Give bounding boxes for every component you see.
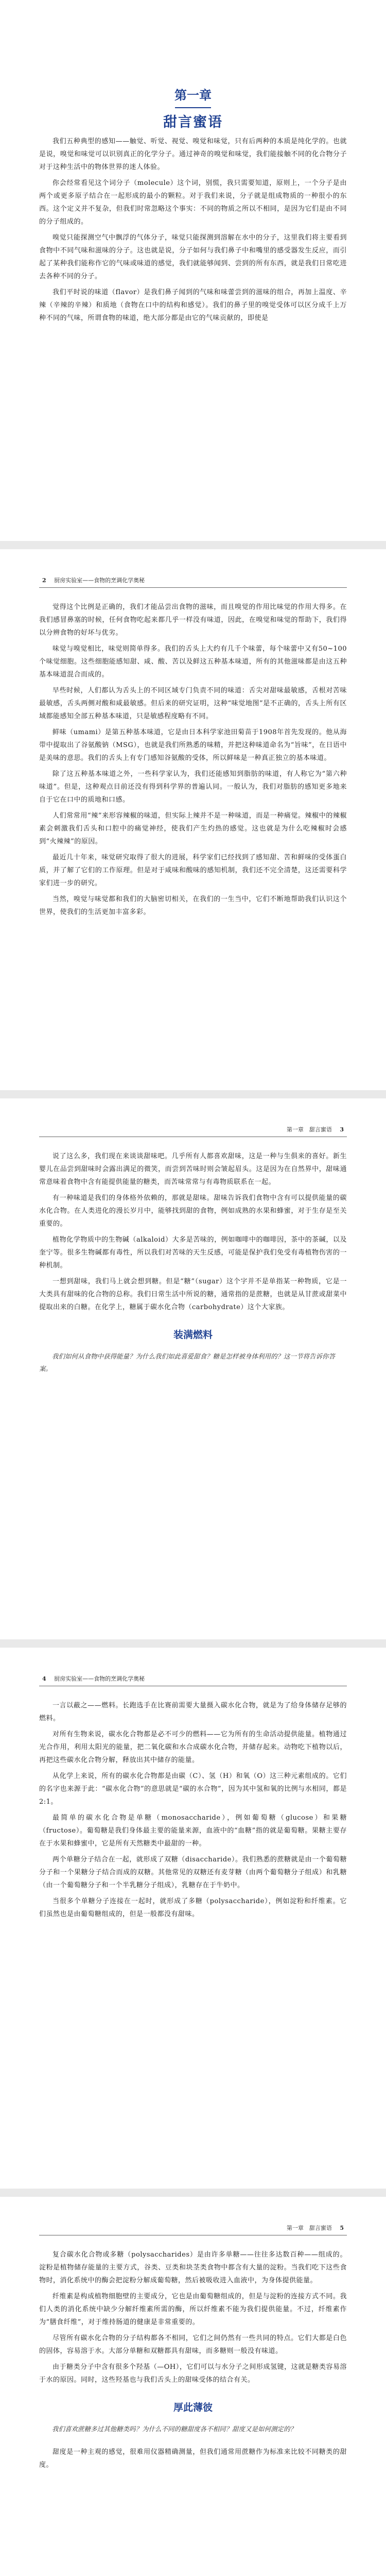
page-number: 5: [340, 2225, 344, 2231]
paragraph: 觉得这个比例是正确的，我们才能品尝出食物的滋味，而且嗅觉的作用比味觉的作用大得多。在我们感冒鼻塞的时候，任何食物吃起来都几乎一样没有味道，因此，在嗅觉和味觉的帮助下，我们得以分辨食物的好坏与优劣。: [39, 603, 347, 637]
page-2: [0, 549, 386, 1090]
paragraph: 除了这五种基本味道之外，一些科学家认为，我们还能感知到脂肪的味道，有人称它为“第六种味道”。但是，这种观点目前还没有得到科学界的普遍认同。一般认为，我们对脂肪的感知更多地来自于它在口中的质地和口感。: [39, 770, 347, 804]
chapter-label: 第一章: [174, 88, 212, 103]
paragraph: 从化学上来说，所有的碳水化合物都是由碳（C）、氢（H）和氧（O）这三种元素组成的。它们的名字也来源于此：“碳水化合物”的意思就是“碳的水合物”，因为其中氢和氧的比例与水相同，都是2:1。: [39, 1772, 347, 1806]
running-header-text: 第一章 甜言蜜语: [286, 1126, 332, 1133]
section-title: 装满燃料: [173, 1329, 213, 1341]
paragraph: 人们常常用“辣”来形容辣椒的味道，但实际上辣并不是一种味道，而是一种痛觉。辣椒中的辣椒素会刺激我们舌头和口腔中的痛觉神经，使我们产生灼热的感觉。这也就是为什么吃辣椒时会感到“火辣辣”的原因。: [39, 812, 347, 845]
paragraph: 我们平时说的味道（flavor）是我们鼻子闻到的气味和味蕾尝到的滋味的组合，再加上温度、辛辣（辛辣的辛辣）和质地（食物在口中的结构和感觉）。我们的鼻子里的嗅觉受体可以区分成千上万种不同的气味，所谓食物的味道，绝大部分都是由它的气味贡献的，即使是: [39, 289, 347, 322]
section-abstract: 我们如何从食物中获得能量？为什么我们如此喜爱甜食？糖是怎样被身体利用的？这一节将告诉你答案。: [39, 1352, 336, 1372]
paragraph: 两个单糖分子结合在一起，就形成了双糖（disaccharide）。我们熟悉的蔗糖就是由一个葡萄糖分子和一个果糖分子结合而成的双糖。其他常见的双糖还有麦芽糖（由两个葡萄糖分子组成）和乳糖（由一个葡萄糖分子和一个半乳糖分子组成），乳糖存在于牛奶中。: [39, 1856, 347, 1889]
paragraph: 嗅觉只能探测空气中飘浮的气体分子，味觉只能探测到溶解在水中的分子，这里我们将主要看到食物中不同气味和滋味的分子。这也就是说，分子如何与我们鼻子中和嘴里的感受器发生反应，而引起了某种我们能称作它的气味或味道的感觉，我们就能够闻到、尝到的所有东西，就是我们日常吃进去各种不同的分子。: [39, 234, 347, 280]
chapter-title-rule: [175, 107, 211, 108]
page-number: 4: [42, 1675, 46, 1682]
page-number: 3: [340, 1126, 344, 1133]
paragraph: 当很多个单糖分子连接在一起时，就形成了多糖（polysaccharide），例如淀粉和纤维素。它们虽然也是由葡萄糖组成的，但是一般都没有甜味。: [39, 1897, 347, 1918]
paragraph: 复合碳水化合物或多糖（polysaccharides）是由许多单糖——往往多达数百种——组成的。淀粉是植物储存能量的主要方式，谷类、豆类和块茎类食物中都含有大量的淀粉。当我们吃下这些食物时，消化系统中的酶会把淀粉分解成葡萄糖，然后被吸收进入血液中，为身体提供能量。: [39, 2251, 347, 2284]
paragraph: 最简单的碳水化合物是单糖（monosaccharide），例如葡萄糖（glucose）和果糖（fructose）。葡萄糖是我们身体最主要的能量来源，血液中的“血糖”指的就是葡萄糖。果糖主要存在于水果和蜂蜜中，它是所有天然糖类中最甜的一种。: [39, 1814, 347, 1848]
page-3: [0, 1098, 386, 1639]
chapter-title: 甜言蜜语: [163, 114, 223, 130]
running-header-text: 第一章 甜言蜜语: [286, 2225, 332, 2231]
paragraph: 一想到甜味，我们马上就会想到糖。但是“糖”（sugar）这个字并不是单指某一种物质，它是一大类具有甜味的化合物的总称。我们日常生活中所说的糖，通常指的是蔗糖，也就是从甘蔗或甜菜中提取出来的白糖。在化学上，糖属于碳水化合物（carbohydrate）这个大家族。: [39, 1278, 347, 1311]
page-5-body: [39, 2248, 347, 2475]
paragraph: 有一种味道是我们的身体格外依赖的，那就是甜味。甜味告诉我们食物中含有可以提供能量的碳水化合物。在人类进化的漫长岁月中，能够找到甜的食物，例如成熟的水果和蜂蜜，对于生存是至关重要的。: [39, 1194, 347, 1228]
section-title: 厚此薄彼: [173, 2402, 213, 2413]
section-abstract: 我们喜欢蔗糖多过其他糖类吗？为什么不同的糖甜度各不相同？甜度又是如何测定的？: [52, 2425, 297, 2433]
running-header: [39, 1125, 347, 1137]
page-2-body: [39, 601, 347, 922]
paragraph: 鲜味（umami）是第五种基本味道，它是由日本科学家池田菊苗于1908年首先发现的。他从海带中提取出了谷氨酸钠（MSG），也就是我们所熟悉的味精，并把这种味道命名为“旨味”，在日语中是美味的意思。我们的舌头上有专门感知谷氨酸的受体，所以鲜味是一种真正独立的基本味道。: [39, 728, 347, 762]
paragraph: 甜度是一种主观的感觉，很难用仪器精确测量，但我们通常用蔗糖作为标准来比较不同糖类的甜度。: [39, 2448, 347, 2469]
paragraph: 一言以蔽之——燃料。长跑选手在比赛前需要大量摄入碳水化合物，就是为了给身体储存足够的燃料。: [39, 1702, 347, 1722]
running-header-text: 厨房实验室——食物的烹调化学奥秘: [54, 1675, 145, 1682]
page-5: [0, 2197, 386, 2576]
paragraph: 早些时候，人们都认为舌头上的不同区域专门负责不同的味道：舌尖对甜味最敏感，舌根对苦味最敏感，舌头两侧对酸和咸最敏感。但后来的研究证明，这种“味觉地图”是不正确的，舌头上所有区域都能感知全部五种基本味道，只是敏感程度略有不同。: [39, 687, 347, 720]
page-3-body: [39, 1150, 347, 1385]
paragraph: 尽管所有碳水化合物的分子结构都各不相同，它们之间仍然有一些共同的特点。它们大都是白色的固体，容易溶于水。大部分单糖和双糖都具有甜味，而多糖则一般没有味道。: [39, 2334, 347, 2355]
paragraph: 我们五种典型的感知——触觉、听觉、视觉、嗅觉和味觉，只有后两种的本质是纯化学的。也就是说，嗅觉和味觉可以识别真正的化学分子。通过神奇的嗅觉和味觉，我们能接触不同的化合物分子对于这种生活中的物体世界的迷人体验。: [39, 138, 347, 171]
paragraph: 由于糖类分子中含有很多个羟基（—OH），它们可以与水分子之间形成氢键，这就是糖类容易溶于水的原因。同时，这些羟基也与我们舌头上的甜味受体的结合有关。: [39, 2363, 347, 2384]
paragraph: 纤维素是构成植物细胞壁的主要成分，它也是由葡萄糖组成的，但是与淀粉的连接方式不同。我们人类的消化系统中缺少分解纤维素所需的酶，所以纤维素不能为我们提供能量。不过，纤维素作为“膳食纤维”，对于维持肠道的健康是非常重要的。: [39, 2293, 347, 2326]
paragraph: 最近几十年来，味觉研究取得了很大的进展，科学家们已经找到了感知甜、苦和鲜味的受体蛋白质，并了解了它们的工作原理。但是对于咸味和酸味的感知机制，我们还不完全清楚，这还需要科学家们进一步的研究。: [39, 854, 347, 887]
paragraph: 对所有生物来说，碳水化合物都是必不可少的燃料——它为所有的生命活动提供能量。植物通过光合作用，利用太阳光的能量，把二氧化碳和水合成碳水化合物，并储存起来。动物吃下植物以后，再把这些碳水化合物分解，释放出其中储存的能量。: [39, 1731, 347, 1764]
paragraph: 当然，嗅觉与味觉都和我们的大脑密切相关，在我们的一生当中，它们不断地帮助我们认识这个世界，使我们的生活更加丰富多彩。: [39, 895, 347, 916]
paragraph: 植物化学物质中的生物碱（alkaloid）大多是苦味的，例如咖啡中的咖啡因，茶中的茶碱，以及奎宁等。很多生物碱都有毒性，所以我们对苦味的天生反感，可能是保护我们免受有毒植物伤害的一种机制。: [39, 1236, 347, 1269]
paragraph: 说了这么多，我们现在来谈谈甜味吧。几乎所有人都喜欢甜味，这是一种与生俱来的喜好。新生婴儿在品尝到甜味时会露出满足的微笑，而尝到苦味时则会皱起眉头。这是因为在自然界中，甜味通常意味着食物中含有能提供能量的糖类，而苦味常常与有毒物质联系在一起。: [39, 1153, 347, 1186]
page-number: 2: [42, 577, 46, 584]
page-4-body: [39, 1699, 347, 1924]
running-header: [39, 2224, 347, 2235]
running-header-text: 厨房实验室——食物的烹调化学奥秘: [54, 577, 145, 584]
running-header: [39, 1674, 347, 1686]
paragraph: 味觉与嗅觉相比，味觉则简单得多。我们的舌头上大约有几千个味蕾，每个味蕾中又有50~100个味觉细胞。这些细胞能感知甜、咸、酸、苦以及鲜这五种基本味道，所有的其他滋味都是由这五种基本味道混合而成的。: [39, 645, 347, 679]
page-4: [0, 1648, 386, 2189]
page-1: [0, 0, 386, 541]
running-header: [39, 576, 347, 588]
page-1-body: [39, 135, 347, 328]
paragraph: 你会经常看见这个词分子（molecule）这个词，别慌，我只需要知道，原则上，一个分子是由两个或更多原子结合在一起形成的最小的颗粒。对于我们来说，分子就是组成物质的一种很小的东西。这个定义并不复杂，但我们时常忽略这个事实：不同的物质之所以不相同，是因为它们是由不同的分子组成的。: [39, 179, 347, 226]
